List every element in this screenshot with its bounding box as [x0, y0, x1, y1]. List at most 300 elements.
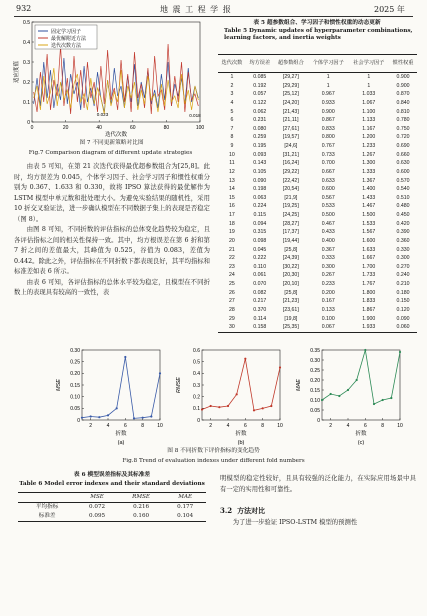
table6-cell: 0.095: [76, 512, 118, 521]
panel-label: (a): [117, 440, 125, 446]
table5-header-cell: 均方误差: [246, 55, 274, 73]
table5-cell: [16,24]: [282, 160, 299, 167]
table5-cell: 0.700: [321, 160, 335, 167]
data-point: [116, 407, 118, 409]
table5-cell: 0.840: [396, 99, 410, 106]
table5-row: [218, 151, 417, 160]
data-point: [390, 397, 392, 399]
table5-cell: 0.333: [321, 255, 335, 262]
x-tick-label: 10: [157, 423, 163, 429]
table5-cell: 0.600: [396, 168, 410, 175]
x-tick-label: 60: [130, 125, 136, 131]
table5-cell: 0.360: [396, 237, 410, 244]
data-point: [399, 351, 401, 353]
table5-cell: 0.143: [253, 160, 267, 167]
y-axis-label: MAE: [296, 379, 302, 391]
table5-cell: 0.100: [321, 315, 335, 322]
table5-cell: 7: [230, 125, 234, 132]
series-line: [82, 357, 160, 418]
x-tick-label: 4: [226, 423, 230, 429]
table6-header-cell: [18, 493, 76, 503]
figure-8a-chart: [52, 346, 164, 448]
table5-cell: 0.110: [253, 263, 267, 270]
table5-cell: 0.270: [396, 263, 410, 270]
table6-header-cell: MAE: [164, 493, 206, 503]
table5-cell: 0.085: [253, 74, 267, 80]
data-point: [338, 395, 340, 397]
table5-cell: 1.167: [362, 125, 376, 132]
data-point: [270, 405, 272, 407]
table5-row: [218, 73, 417, 82]
x-tick-label: 0: [30, 125, 34, 131]
data-point: [356, 379, 358, 381]
table5-cell: 0.093: [253, 151, 267, 158]
data-point: [347, 389, 349, 391]
table5-header-cell: 惯性权重: [389, 55, 417, 73]
table5-cell: 0.533: [321, 203, 335, 210]
table6-row: [18, 503, 206, 512]
table5-cell: [31,21]: [282, 151, 299, 158]
table5-cell: 0.150: [396, 298, 410, 305]
x-tick-label: 2: [89, 423, 93, 429]
table5-cell: 11: [229, 160, 235, 167]
table5-cell: 0.500: [321, 212, 335, 218]
table5-cell: 0.367: [321, 246, 335, 253]
table5-row: [218, 306, 417, 315]
y-tick-label: 0.4: [193, 371, 200, 378]
table5-cell: 0.090: [396, 315, 410, 322]
table5-cell: 0.570: [396, 177, 410, 184]
y-tick-label: 0.30: [310, 357, 320, 364]
table5-cell: 0.158: [246, 323, 274, 332]
table5-row: [218, 280, 417, 289]
table5-header-cell: 个体学习因子: [308, 55, 349, 73]
table5-cell: 13: [229, 177, 235, 184]
legend-label: 迭代次数方法: [51, 42, 82, 49]
table5-cell: 1.600: [362, 237, 376, 244]
table5-cell: [25,12]: [282, 91, 299, 98]
table5-cell: 0.510: [396, 194, 410, 201]
table5-row: [218, 228, 417, 237]
data-point: [227, 405, 229, 407]
y-tick-label: 0.05: [70, 406, 80, 413]
table5-row: [218, 177, 417, 186]
y-tick-label: 0.4: [23, 39, 30, 46]
table5-cell: 19: [229, 229, 235, 236]
data-point: [253, 409, 255, 411]
x-tick-label: 4: [346, 423, 350, 429]
y-axis-label: RMSE: [176, 377, 182, 393]
table5-cell: [20,10]: [282, 281, 299, 287]
table5-cell: 1.067: [362, 99, 376, 106]
table5-row: [218, 108, 417, 117]
table5-cell: 8: [230, 134, 234, 141]
legend-label: 固定学习因子: [51, 28, 82, 35]
table5-cell: 0.370: [253, 306, 267, 313]
section-text: [220, 518, 416, 529]
table6-cell: 0.104: [164, 512, 206, 521]
table5-cell: 1.033: [362, 91, 376, 98]
table5-cell: 27: [229, 298, 235, 305]
table5-cell: [29,22]: [282, 168, 299, 175]
table5-cell: 1: [326, 74, 330, 80]
table6-cell: 0.072: [89, 504, 106, 510]
table5-cell: [22,42]: [282, 177, 299, 184]
x-tick-label: 2: [209, 423, 213, 429]
table5-cell: 0.198: [253, 186, 267, 193]
x-tick-label: 6: [363, 423, 367, 429]
table5-cell: 0.630: [396, 160, 410, 167]
x-axis-label: 折数: [355, 431, 367, 437]
table5-cell: 1.200: [362, 134, 376, 141]
table5-cell: [19,25]: [282, 203, 299, 210]
table6-cell: 0.216: [133, 504, 150, 510]
data-point: [107, 414, 109, 416]
table5-cell: 0.900: [396, 74, 410, 80]
table5-cell: 0.633: [321, 177, 335, 184]
data-point: [142, 417, 144, 419]
table5-row: [218, 211, 417, 220]
data-point: [133, 417, 135, 419]
table5-row: [218, 82, 417, 91]
table5-cell: 0.780: [396, 117, 410, 124]
table5-row: [218, 185, 417, 194]
data-point: [364, 349, 366, 351]
table5-cell: 0.045: [253, 246, 267, 253]
table5-cell: 0.120: [396, 306, 410, 313]
table5-cell: 0.900: [321, 108, 335, 115]
fig7-series: [34, 44, 201, 118]
table5-cell: 23: [229, 263, 235, 270]
x-tick-label: 6: [123, 423, 127, 429]
table5-cell: 0.480: [396, 203, 410, 210]
data-point: [201, 408, 203, 410]
table5-cell: 0.167: [321, 298, 335, 305]
table5-cell: 0.767: [321, 143, 335, 149]
data-point: [124, 356, 126, 358]
table5-cell: 1.700: [362, 263, 376, 270]
y-tick-label: 0.2: [23, 79, 30, 86]
table5-cell: 0.300: [321, 263, 335, 270]
table5-cell: 0.267: [321, 272, 335, 279]
table5-cell: [19,57]: [282, 134, 299, 141]
y-tick-label: 0.25: [310, 367, 320, 374]
table5-cell: 1.800: [362, 289, 376, 296]
table5-cell: 1.567: [362, 229, 376, 236]
x-tick-label: 20: [62, 125, 69, 131]
table5-cell: 0.192: [253, 82, 267, 89]
table5-cell: [30,22]: [282, 263, 299, 270]
y-tick-label: 0.3: [193, 382, 200, 389]
table5-cell: 0.467: [321, 220, 335, 227]
table5-cell: 0.180: [396, 289, 410, 296]
table5-cell: 0.330: [396, 246, 410, 253]
table5-cell: 0.210: [396, 281, 410, 287]
x-axis-label: 迭代次数: [104, 132, 128, 138]
table5-cell: 0.200: [321, 289, 335, 296]
data-point: [150, 415, 152, 417]
table5-cell: 0.540: [396, 186, 410, 193]
table5-cell: 12: [229, 168, 235, 175]
x-tick-label: 8: [261, 423, 265, 429]
figure-7-chart: [12, 18, 207, 138]
series-line: [34, 44, 199, 114]
table5-cell: 30: [218, 323, 246, 332]
y-tick-label: 0.1: [193, 406, 200, 413]
table5-cell: [17,37]: [282, 229, 299, 236]
table5-cell: 25: [229, 281, 235, 287]
table5-cell: 0.433: [321, 229, 335, 236]
fig8-caption-cn: 图 8 不同折数下评价指标的变化趋势: [167, 448, 260, 454]
table5-cell: 1.433: [362, 194, 376, 201]
table5-cell: 0.105: [253, 168, 267, 175]
page-number: 932: [16, 4, 32, 13]
table5-cell: 0.061: [253, 272, 267, 279]
y-axis-label: MSE: [56, 379, 62, 391]
table5: [218, 54, 417, 333]
table5-cell: 0.810: [396, 108, 410, 115]
x-axis-label: 折数: [235, 431, 247, 437]
table5-cell: 0.122: [253, 99, 267, 106]
table5-cell: 15: [229, 194, 235, 201]
table5-cell: 0.600: [321, 186, 335, 193]
table5-title-en: Table 5 Dynamic updates of hyperparameter combinations, learning factors, and inertia weights: [224, 28, 413, 41]
section-title: 方法对比: [237, 506, 266, 515]
y-tick-label: 0.2: [193, 394, 200, 401]
table5-cell: 1.767: [362, 281, 376, 287]
y-tick-label: 0.3: [23, 59, 30, 66]
paragraph: 由图 8 可知，不同折数的评估指标的总体变化趋势较为稳定，且各评估指标之间的相关性保持一致。其中，均方根误差在第 6 折和第 7 折之间的差值最大，其峰值为 0.525，谷值为 0.083，差值为 0.442。除此之外，评估指标在不同折数下都表现良好，其平均指标和标准差如表 6 所示。: [14, 226, 210, 275]
table5-cell: 0.094: [253, 220, 267, 227]
table5-cell: 0.259: [253, 134, 267, 141]
table5-cell: 1.100: [362, 108, 376, 115]
table5-row: [218, 263, 417, 272]
table5-cell: 1.933: [349, 323, 390, 332]
issue-year: 2025 年: [374, 5, 405, 14]
table5-cell: 0.240: [396, 272, 410, 279]
table5-cell: 1.467: [362, 203, 376, 210]
table5-cell: 1.267: [362, 151, 376, 158]
table5-cell: 24: [229, 272, 235, 279]
table5-row: [218, 254, 417, 263]
table5-cell: 1.667: [362, 255, 376, 262]
table5-cell: 1: [230, 74, 234, 80]
table5-row: [218, 90, 417, 99]
table5-cell: 0.067: [308, 323, 349, 332]
table5-cell: 1.900: [362, 315, 376, 322]
table5-cell: 0.690: [396, 143, 410, 149]
table5-cell: 1.367: [362, 177, 376, 184]
table5-header-cell: 迭代次数: [218, 55, 246, 73]
table5-row: [218, 202, 417, 211]
table5-cell: 0.057: [253, 91, 267, 98]
table5-cell: [23,61]: [282, 306, 299, 313]
table5-cell: [24,39]: [282, 255, 299, 262]
table6-cell: 平均指标: [35, 504, 59, 510]
section-heading: [220, 506, 265, 516]
x-axis-label: 折数: [115, 431, 127, 437]
table5-cell: [21,23]: [282, 298, 299, 305]
data-point: [236, 393, 238, 395]
table6-cell: 标准差: [18, 512, 76, 521]
table5-title-cn: 表 5 超参数组合、学习因子和惯性权重的动态更新: [253, 20, 381, 26]
data-point: [330, 393, 332, 395]
y-tick-label: 0.35: [310, 347, 320, 354]
y-tick-label: 0: [77, 417, 80, 424]
table5-cell: [29,27]: [282, 74, 299, 80]
table6-row: [18, 512, 206, 521]
table5-cell: [20,30]: [282, 272, 299, 279]
table6-title-en: Table 6 Model error indexes and their standard deviations: [19, 481, 205, 487]
data-point: [218, 406, 220, 408]
x-tick-label: 4: [106, 423, 110, 429]
y-tick-label: 0: [197, 417, 200, 424]
table5-cell: [20,54]: [282, 186, 299, 193]
fig7-legend: [35, 25, 97, 49]
table5-cell: 0.867: [321, 117, 335, 124]
table5-cell: 0.070: [253, 281, 267, 287]
y-tick-label: 0.5: [23, 19, 30, 26]
header-rule: [14, 16, 413, 17]
table5-cell: 1.133: [362, 117, 376, 124]
annotation-label: 0.018: [189, 112, 201, 118]
x-tick-label: 8: [141, 423, 145, 429]
y-tick-label: 0.15: [70, 382, 80, 389]
table5-cell: 0.720: [396, 134, 410, 141]
table5-cell: 0.900: [396, 82, 410, 89]
data-point: [244, 358, 246, 360]
y-tick-label: 0.1: [23, 99, 30, 106]
table5-cell: 0.750: [396, 125, 410, 132]
fig7-caption-en: Fig.7 Comparison diagram of different update strategies: [28, 150, 193, 156]
panel-label: (c): [357, 440, 365, 446]
table5-cell: 1: [326, 82, 330, 89]
table5-cell: 0.800: [321, 134, 335, 141]
table6: [18, 492, 206, 522]
table5-cell: [24,6]: [284, 143, 298, 149]
right-column-text: [220, 474, 416, 495]
table5-row: [218, 237, 417, 246]
table5-cell: 0.062: [253, 108, 267, 115]
data-point: [90, 415, 92, 417]
table5-cell: 16: [229, 203, 235, 210]
table5-cell: 2: [230, 82, 234, 89]
table5-cell: 0.300: [396, 255, 410, 262]
y-tick-label: 0: [27, 119, 30, 126]
table5-row: [218, 246, 417, 255]
table5-row: [218, 220, 417, 229]
table5-cell: 17: [229, 212, 235, 218]
table5-cell: [25,8]: [284, 289, 298, 296]
table5-cell: 1: [367, 82, 371, 89]
data-point: [382, 399, 384, 401]
table5-cell: 0.080: [253, 125, 267, 132]
y-tick-label: 0.25: [70, 359, 80, 366]
data-point: [98, 416, 100, 418]
plot-frame: [322, 350, 400, 420]
table5-cell: 29: [229, 315, 235, 322]
panel-label: (b): [237, 440, 245, 446]
table5-cell: 0.090: [253, 177, 267, 184]
y-tick-label: 0.15: [310, 387, 320, 394]
table5-cell: 0.060: [389, 323, 417, 332]
table5-cell: 0.420: [396, 220, 410, 227]
table5-cell: 1.300: [362, 160, 376, 167]
table5-cell: 6: [230, 117, 234, 124]
x-tick-label: 80: [163, 125, 170, 131]
table5-cell: 0.224: [253, 203, 267, 210]
table5-cell: 0.933: [321, 99, 335, 106]
data-point: [262, 407, 264, 409]
table5-cell: 0.315: [253, 229, 267, 236]
y-tick-label: 0.10: [70, 394, 80, 401]
table5-cell: 0.082: [253, 289, 267, 296]
table5-cell: 1.867: [362, 306, 376, 313]
table5-cell: 0.114: [253, 315, 267, 322]
fig7-caption-cn: 图 7 不同更新策略对比图: [79, 140, 144, 146]
annotation-label: 0.023: [96, 111, 109, 117]
data-point: [159, 372, 161, 374]
table5-cell: 0.195: [253, 143, 267, 149]
table6-cell: 0.160: [118, 512, 164, 521]
table5-cell: 0.967: [321, 91, 335, 98]
table5-cell: 1.333: [362, 168, 376, 175]
table5-cell: 3: [230, 91, 234, 98]
figure-8c-chart: [292, 346, 404, 448]
table5-row: [218, 133, 417, 142]
table5-cell: 1.233: [362, 143, 376, 149]
table5-cell: 0.567: [321, 194, 335, 201]
table5-row: [218, 297, 417, 306]
table5-cell: 10: [229, 151, 235, 158]
paragraph: 由表 6 可知，各评估指标的总体水平较为稳定，且模型在不同折数上的表现具有较高的一致性，表: [14, 278, 210, 296]
table5-cell: 4: [230, 99, 234, 106]
x-tick-label: 10: [277, 423, 283, 429]
table5-cell: 28: [229, 306, 235, 313]
data-point: [373, 403, 375, 405]
table6-cell: 0.177: [177, 504, 194, 510]
table5-cell: 0.231: [253, 117, 267, 124]
table6-header-cell: RMSE: [118, 493, 164, 503]
y-tick-label: 0.05: [310, 407, 320, 414]
left-column-text: [14, 162, 210, 299]
table5-cell: 0.400: [321, 237, 335, 244]
table5-cell: [29,29]: [282, 82, 299, 89]
table5-cell: [28,27]: [282, 220, 299, 227]
x-tick-label: 10: [397, 423, 403, 429]
table5-cell: 0.115: [253, 212, 267, 218]
paragraph: 由表 5 可知，在第 21 次迭代获得最优超参数组合为[25,8]。此时，均方误差为 0.045，个体学习因子、社会学习因子和惯性权重分别为 0.367、1.633 和 0.330，故将 IPSO 算法获得的最优解作为 LSTM 模型中单元数和批处理大小。为避免实验结果的随机性，采用 10 折交叉验证法，进一步确认模型在不同数据子集上的表现是否稳定（图 8）。: [14, 163, 210, 223]
series-line: [322, 350, 400, 404]
table5-cell: [19,44]: [282, 237, 299, 244]
table5-cell: 20: [229, 237, 235, 244]
table5-cell: 1.500: [362, 212, 376, 218]
table5-cell: [21,43]: [282, 108, 299, 115]
table5-cell: 0.063: [253, 194, 267, 201]
table5-cell: [21,9]: [284, 194, 298, 201]
y-tick-label: 0.10: [310, 397, 320, 404]
table5-row: [218, 99, 417, 108]
x-tick-label: 6: [243, 423, 247, 429]
table5-cell: 1: [367, 74, 371, 80]
table5-row: [218, 125, 417, 134]
table5-cell: 1.400: [362, 186, 376, 193]
table5-cell: 0.133: [321, 306, 335, 313]
plot-frame: [202, 350, 280, 420]
table5-cell: 1.833: [362, 298, 376, 305]
x-tick-label: 40: [96, 125, 102, 131]
table5-cell: [25,8]: [284, 246, 298, 253]
